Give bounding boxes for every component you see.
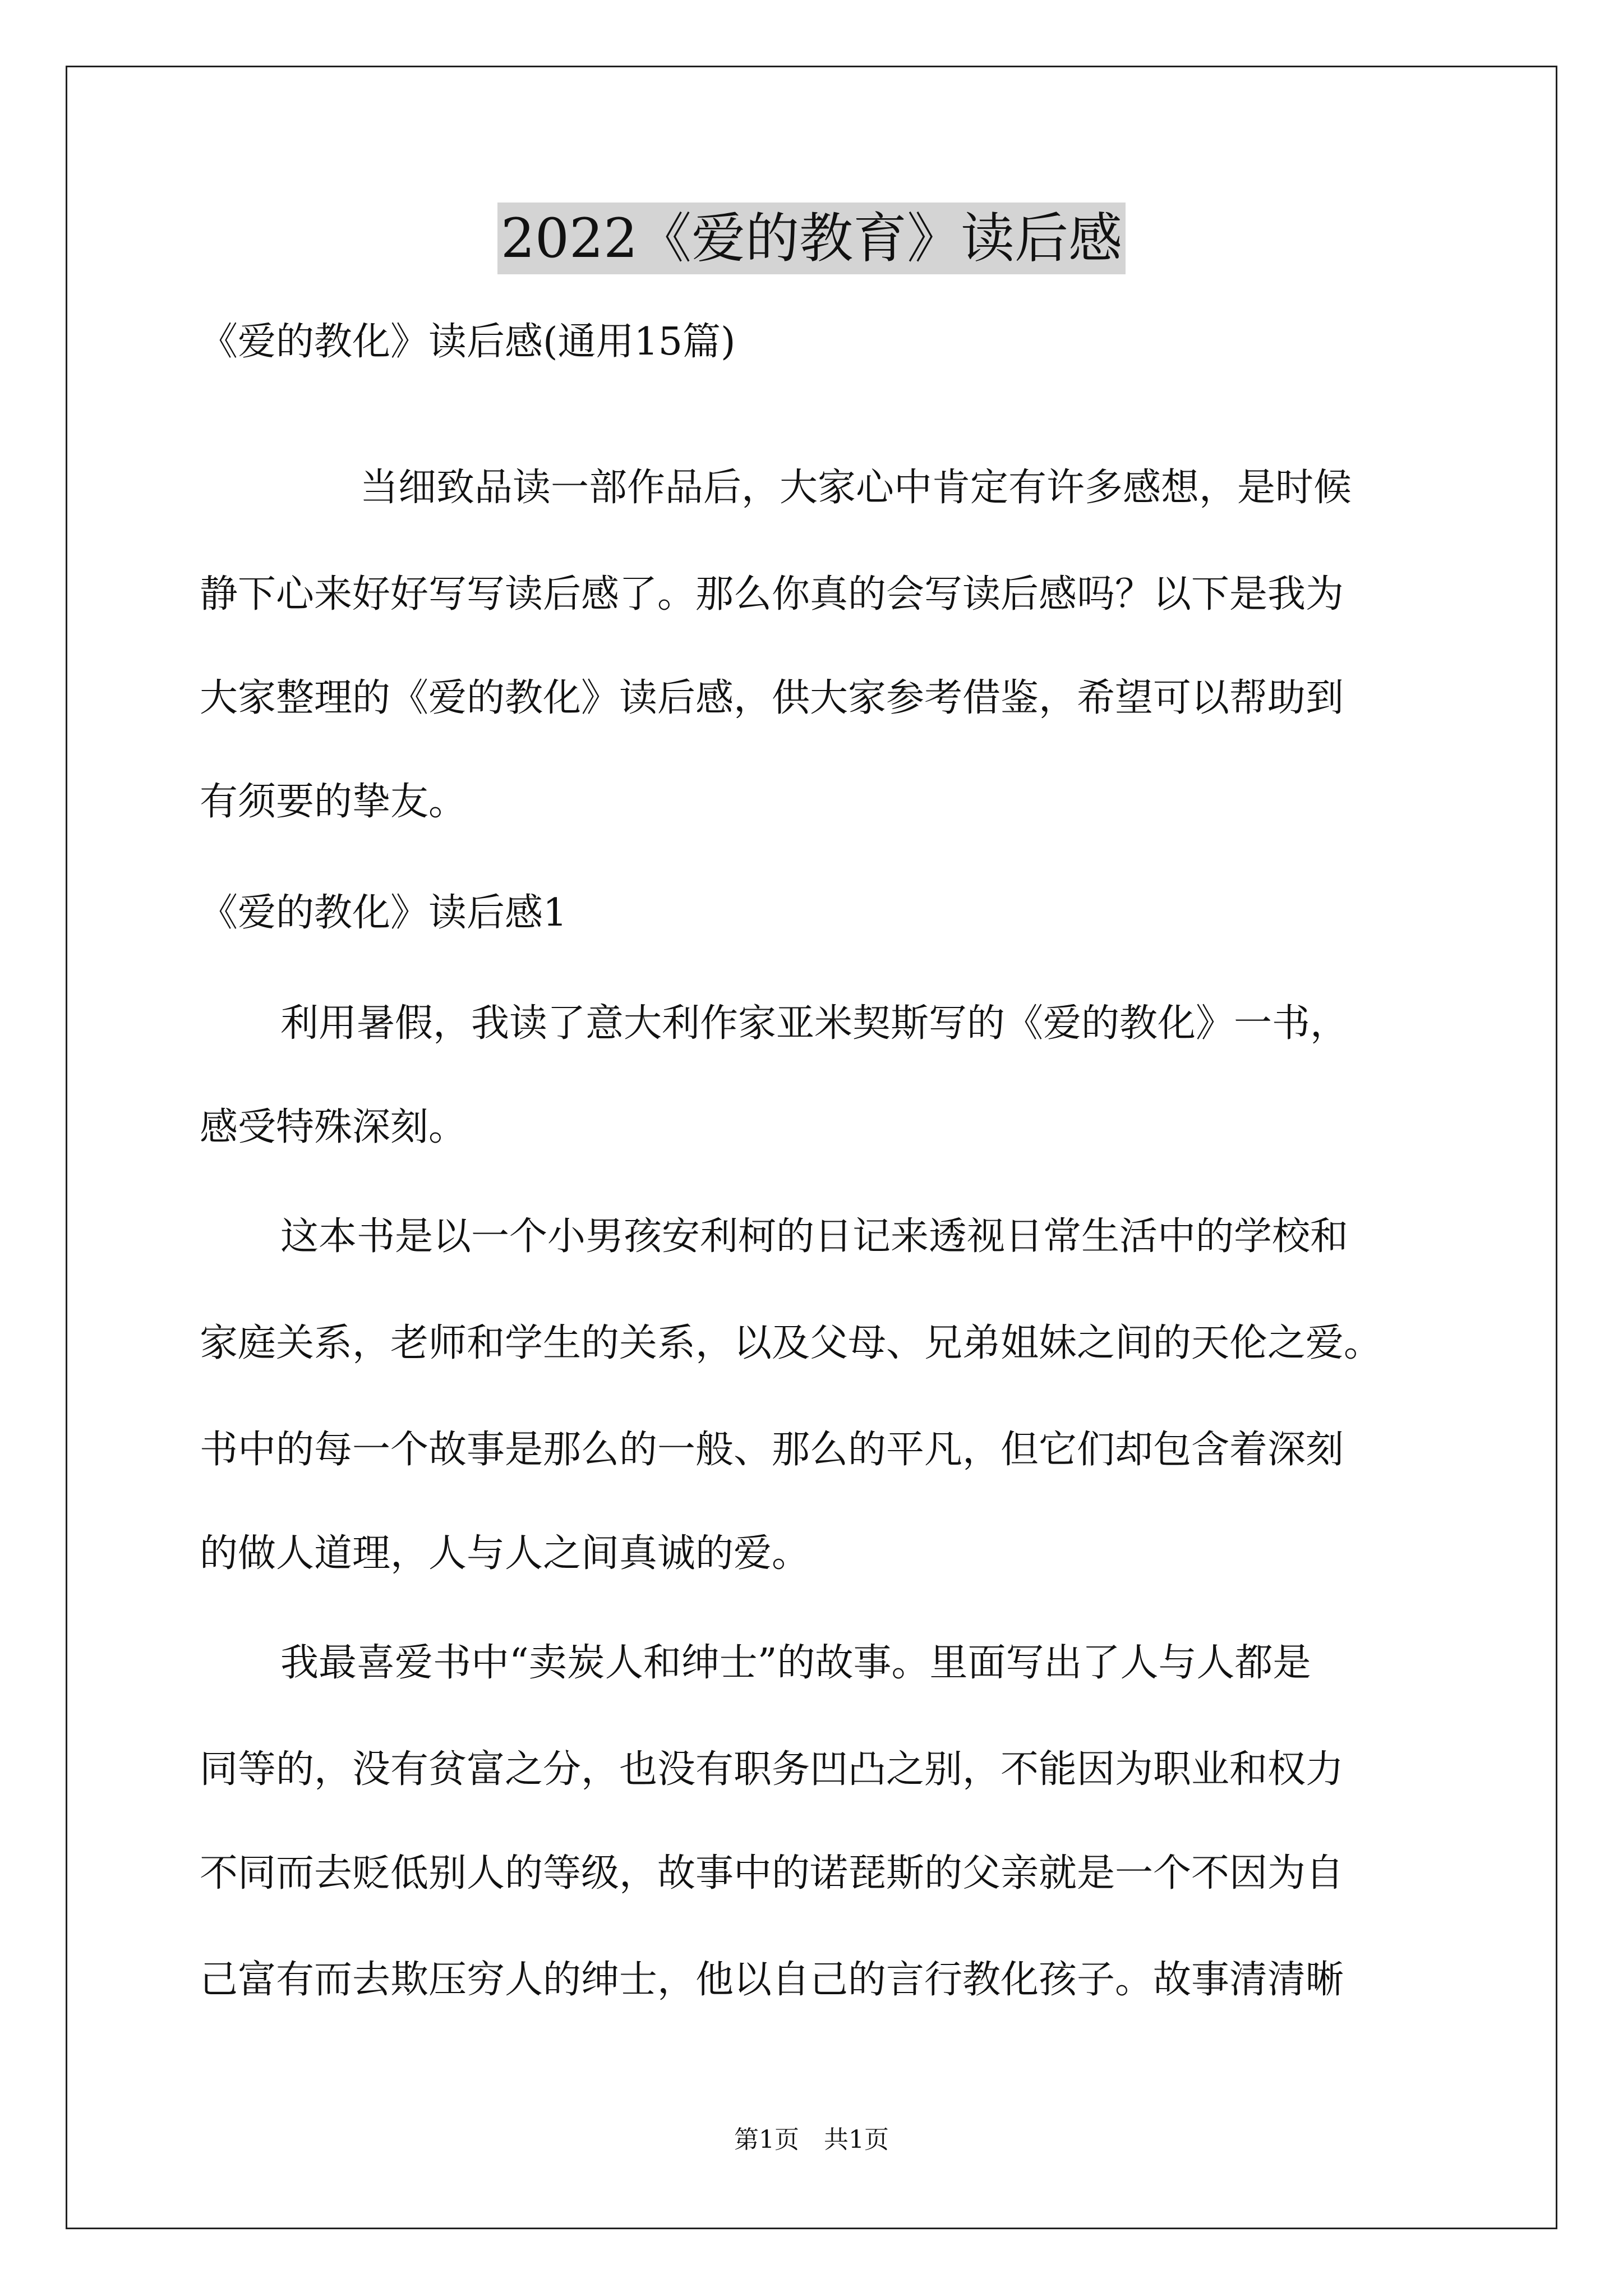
paragraph-line: 我最喜爱书中“卖炭人和绅士”的故事。里面写出了人与人都是: [280, 1641, 1311, 1685]
paragraph-line: 静下心来好好写写读后感了。那么你真的会写读后感吗？以下是我为: [200, 572, 1344, 616]
paragraph-line: 大家整理的《爱的教化》读后感，供大家参考借鉴，希望可以帮助到: [200, 676, 1344, 720]
page-footer: 第1页 共1页: [734, 2125, 889, 2154]
paragraph-line: 不同而去贬低别人的等级，故事中的诺琵斯的父亲就是一个不因为自: [200, 1851, 1344, 1895]
paragraph-line: 家庭关系，老师和学生的关系，以及父母、兄弟姐妹之间的天伦之爱。: [200, 1321, 1382, 1365]
subtitle-line: 《爱的教化》读后感(通用15篇): [200, 320, 736, 364]
document-title: [0, 196, 1623, 280]
paragraph-line: 的做人道理，人与人之间真诚的爱。: [200, 1531, 810, 1576]
paragraph-line: 这本书是以一个小男孩安利柯的日记来透视日常生活中的学校和: [280, 1214, 1349, 1259]
paragraph-line: 同等的，没有贫富之分，也没有职务凹凸之别，不能因为职业和权力: [200, 1747, 1344, 1792]
paragraph-line: 书中的每一个故事是那么的一般、那么的平凡，但它们却包含着深刻: [200, 1428, 1344, 1472]
paragraph-line: 有须要的挚友。: [200, 780, 467, 824]
title-highlight: 2022《爱的教育》读后感: [497, 203, 1126, 274]
paragraph-line: 当细致品读一部作品后，大家心中肯定有许多感想，是时候: [360, 466, 1352, 510]
paragraph-line: 利用暑假，我读了意大利作家亚米契斯写的《爱的教化》一书，: [280, 1001, 1349, 1046]
section-heading: 《爱的教化》读后感1: [200, 891, 568, 935]
paragraph-line: 己富有而去欺压穷人的绅士，他以自己的言行教化孩子。故事清清晰: [200, 1958, 1344, 2002]
paragraph-line: 感受特殊深刻。: [200, 1105, 467, 1149]
